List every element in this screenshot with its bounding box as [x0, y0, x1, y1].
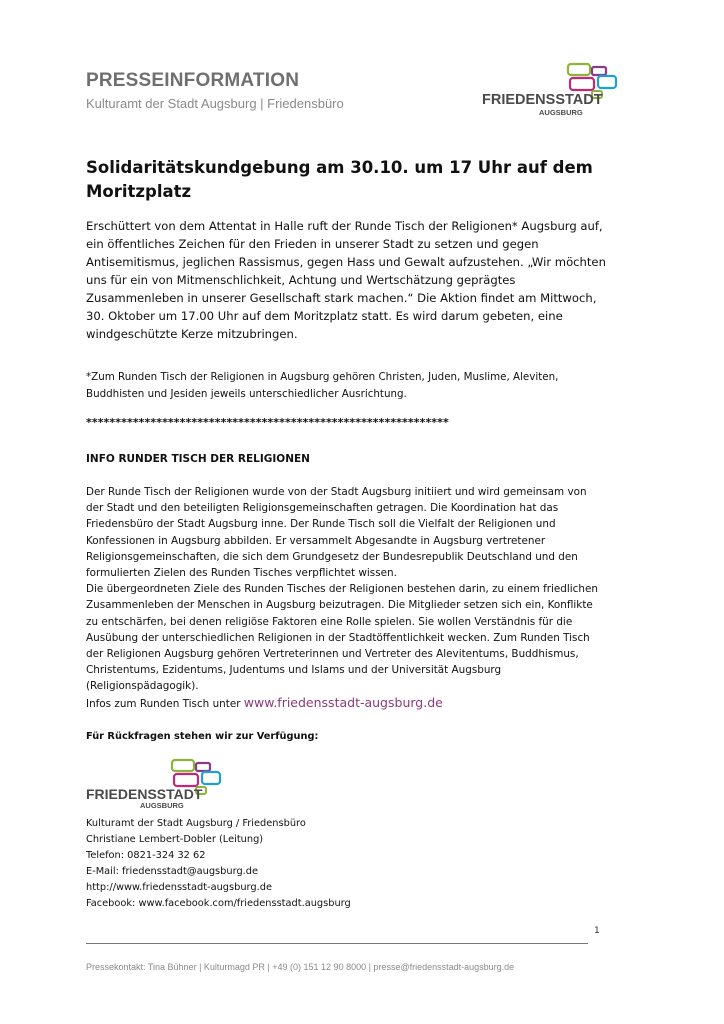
logo-wordmark: FRIEDENSSTADT	[86, 786, 203, 802]
contact-website[interactable]: http://www.friedensstadt-augsburg.de	[86, 882, 272, 894]
info-link-prefix: Infos zum Runden Tisch unter	[86, 697, 244, 710]
contact-block	[86, 816, 616, 913]
contact-office: Kulturamt der Stadt Augsburg / Friedensbüro	[86, 818, 306, 829]
logo-city: AUGSBURG	[140, 801, 184, 810]
contact-person: Christiane Lembert-Dobler (Leitung)	[86, 834, 264, 846]
inquiries-heading: Für Rückfragen stehen wir zur Verfügung:	[86, 731, 319, 742]
info-paragraph-2: Die übergeordneten Ziele des Runden Tisches der Religionen bestehen darin, zu einem friedlichen Zusammenleben der Menschen in Augsburg beizutragen. Die Mitglieder setzen sich ein, Konflikte zu entschärfen, bei denen religiöse Faktoren eine Rolle spielen. Sie wollen Verständnis für die Ausübung der unterschiedlichen Religionen in der Stadtöffentlichkeit wecken. Zum Runden Tisch der Religionen Augsburg gehören Vertreterinnen und Vertreter des Alevitentums, Buddhismus, Christentums, Ezidentums, Judentums und Islams und der Universität Augsburg (Religionspädagogik).	[86, 583, 598, 693]
contact-email[interactable]: E-Mail: friedensstadt@augsburg.de	[86, 866, 259, 878]
info-section	[86, 484, 606, 712]
footer-divider	[86, 943, 588, 944]
info-link-line	[86, 695, 606, 712]
contact-phone: Telefon: 0821-324 32 62	[86, 850, 206, 862]
info-title: INFO RUNDER TISCH DER RELIGIONEN	[86, 453, 310, 465]
logo-wordmark: FRIEDENSSTADT	[482, 92, 603, 108]
footnote: *Zum Runden Tisch der Religionen in Augsburg gehören Christen, Juden, Muslime, Aleviten, Buddhisten und Jesiden jeweils unterschiedlicher Ausrichtung.	[86, 371, 559, 400]
info-paragraph: Der Runde Tisch der Religionen wurde von der Stadt Augsburg initiiert und wird gemeinsam von der Stadt und den beteiligten Religionsgemeinschaften getragen. Die Koordination hat das Friedensbüro der Stadt Augsburg inne. Der Runde Tisch soll die Vielfalt der Religionen und Konfessionen in Augsburg abbilden. Er versammelt Abgesandte in Augsburg vertretener Religionsgemeinschaften, die sich dem Grundgesetz der Bundesrepublik Deutschland und den formulierten Zielen des Runden Tisches verpflichtet wissen.	[86, 486, 587, 580]
contact-facebook[interactable]: Facebook: www.facebook.com/friedensstadt.augsburg	[86, 898, 351, 910]
press-contact-footer: Pressekontakt: Tina Bühner | Kulturmagd PR | +49 (0) 151 12 90 8000 | presse@friedensstadt-augsburg.de	[86, 962, 515, 972]
friedensstadt-logo	[482, 60, 622, 120]
website-link[interactable]: www.friedensstadt-augsburg.de	[243, 694, 443, 710]
friedensstadt-logo-bottom	[86, 758, 226, 814]
headline: Solidaritätskundgebung am 30.10. um 17 Uhr auf dem Moritzplatz	[86, 158, 593, 201]
intro-paragraph: Erschüttert von dem Attentat in Halle ruft der Runde Tisch der Religionen* Augsburg auf, ein öffentliches Zeichen für den Frieden in unserer Stadt zu setzen und gegen Antisemitismus, jeglichen Rassismus, gegen Hass und Gewalt aufzustehen. „Wir möchten uns für ein von Mitmenschlichkeit, Achtung und Wertschätzung geprägtes Zusammenleben in unserer Gesellschaft stark machen.“ Die Aktion findet am Mittwoch, 30. Oktober um 17.00 Uhr auf dem Moritzplatz statt. Es wird darum gebeten, eine windgeschützte Kerze mitzubringen.	[86, 219, 606, 341]
page-number: 1	[594, 926, 600, 936]
separator: **************************************************************	[86, 416, 449, 429]
document-type-title: PRESSEINFORMATION	[86, 70, 300, 91]
logo-city: AUGSBURG	[539, 108, 583, 117]
issuer-subtitle: Kulturamt der Stadt Augsburg | Friedensbüro	[86, 96, 344, 111]
